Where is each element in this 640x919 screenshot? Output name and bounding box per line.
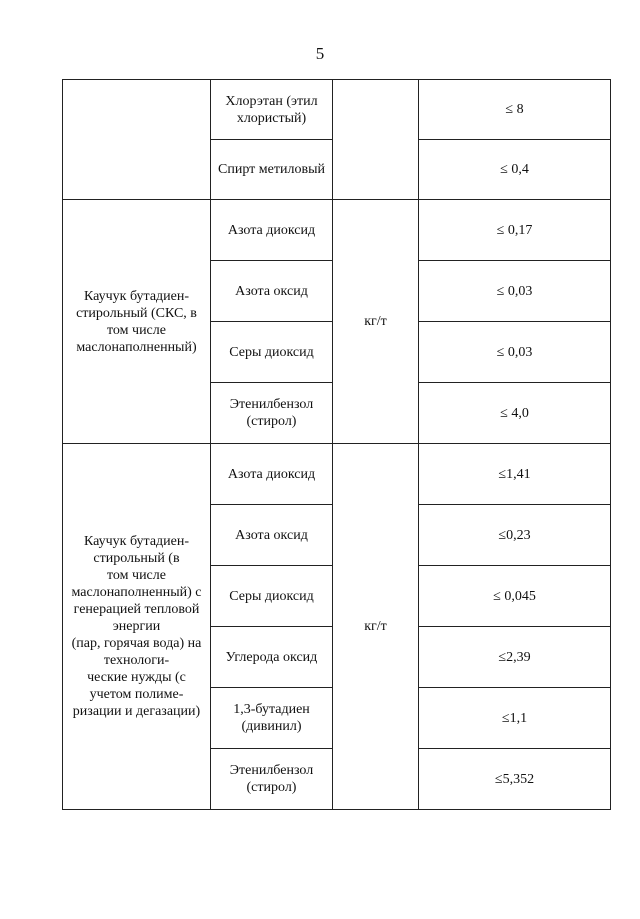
- substance-cell: Этенилбензол (стирол): [211, 749, 333, 810]
- value-cell: ≤5,352: [419, 749, 611, 810]
- unit-cell: [333, 80, 419, 200]
- unit-cell: кг/т: [333, 444, 419, 810]
- value-cell: ≤1,41: [419, 444, 611, 505]
- unit-cell: кг/т: [333, 200, 419, 444]
- product-cell: Каучук бутадиен- стирольный (СКС, в том числе маслонаполненный): [63, 200, 211, 444]
- table-row: [63, 200, 611, 261]
- substance-cell: Азота диоксид: [211, 200, 333, 261]
- substance-cell: 1,3-бутадиен (дивинил): [211, 688, 333, 749]
- value-cell: ≤ 0,17: [419, 200, 611, 261]
- substance-cell: Азота оксид: [211, 261, 333, 322]
- emission-norms-table: [62, 79, 611, 810]
- page-number: 5: [315, 44, 325, 63]
- product-cell: Каучук бутадиен- стирольный (в том числе маслонаполненный) с генерацией тепловой энергии (пар, горячая вода) на технологи- ческие нужды (с учетом полиме- ризации и дегазации): [63, 444, 211, 810]
- value-cell: ≤ 0,4: [419, 140, 611, 200]
- value-cell: ≤ 0,03: [419, 261, 611, 322]
- value-cell: ≤0,23: [419, 505, 611, 566]
- substance-cell: Серы диоксид: [211, 566, 333, 627]
- substance-cell: Этенилбензол (стирол): [211, 383, 333, 444]
- value-cell: ≤ 0,045: [419, 566, 611, 627]
- substance-cell: Углерода оксид: [211, 627, 333, 688]
- value-cell: ≤ 4,0: [419, 383, 611, 444]
- substance-cell: Азота оксид: [211, 505, 333, 566]
- value-cell: ≤ 0,03: [419, 322, 611, 383]
- substance-cell: Азота диоксид: [211, 444, 333, 505]
- substance-cell: Спирт метиловый: [211, 140, 333, 200]
- value-cell: ≤ 8: [419, 80, 611, 140]
- table-row: [63, 80, 611, 140]
- table-row: [63, 444, 611, 505]
- substance-cell: Хлорэтан (этил хлористый): [211, 80, 333, 140]
- value-cell: ≤1,1: [419, 688, 611, 749]
- value-cell: ≤2,39: [419, 627, 611, 688]
- product-cell: [63, 80, 211, 200]
- substance-cell: Серы диоксид: [211, 322, 333, 383]
